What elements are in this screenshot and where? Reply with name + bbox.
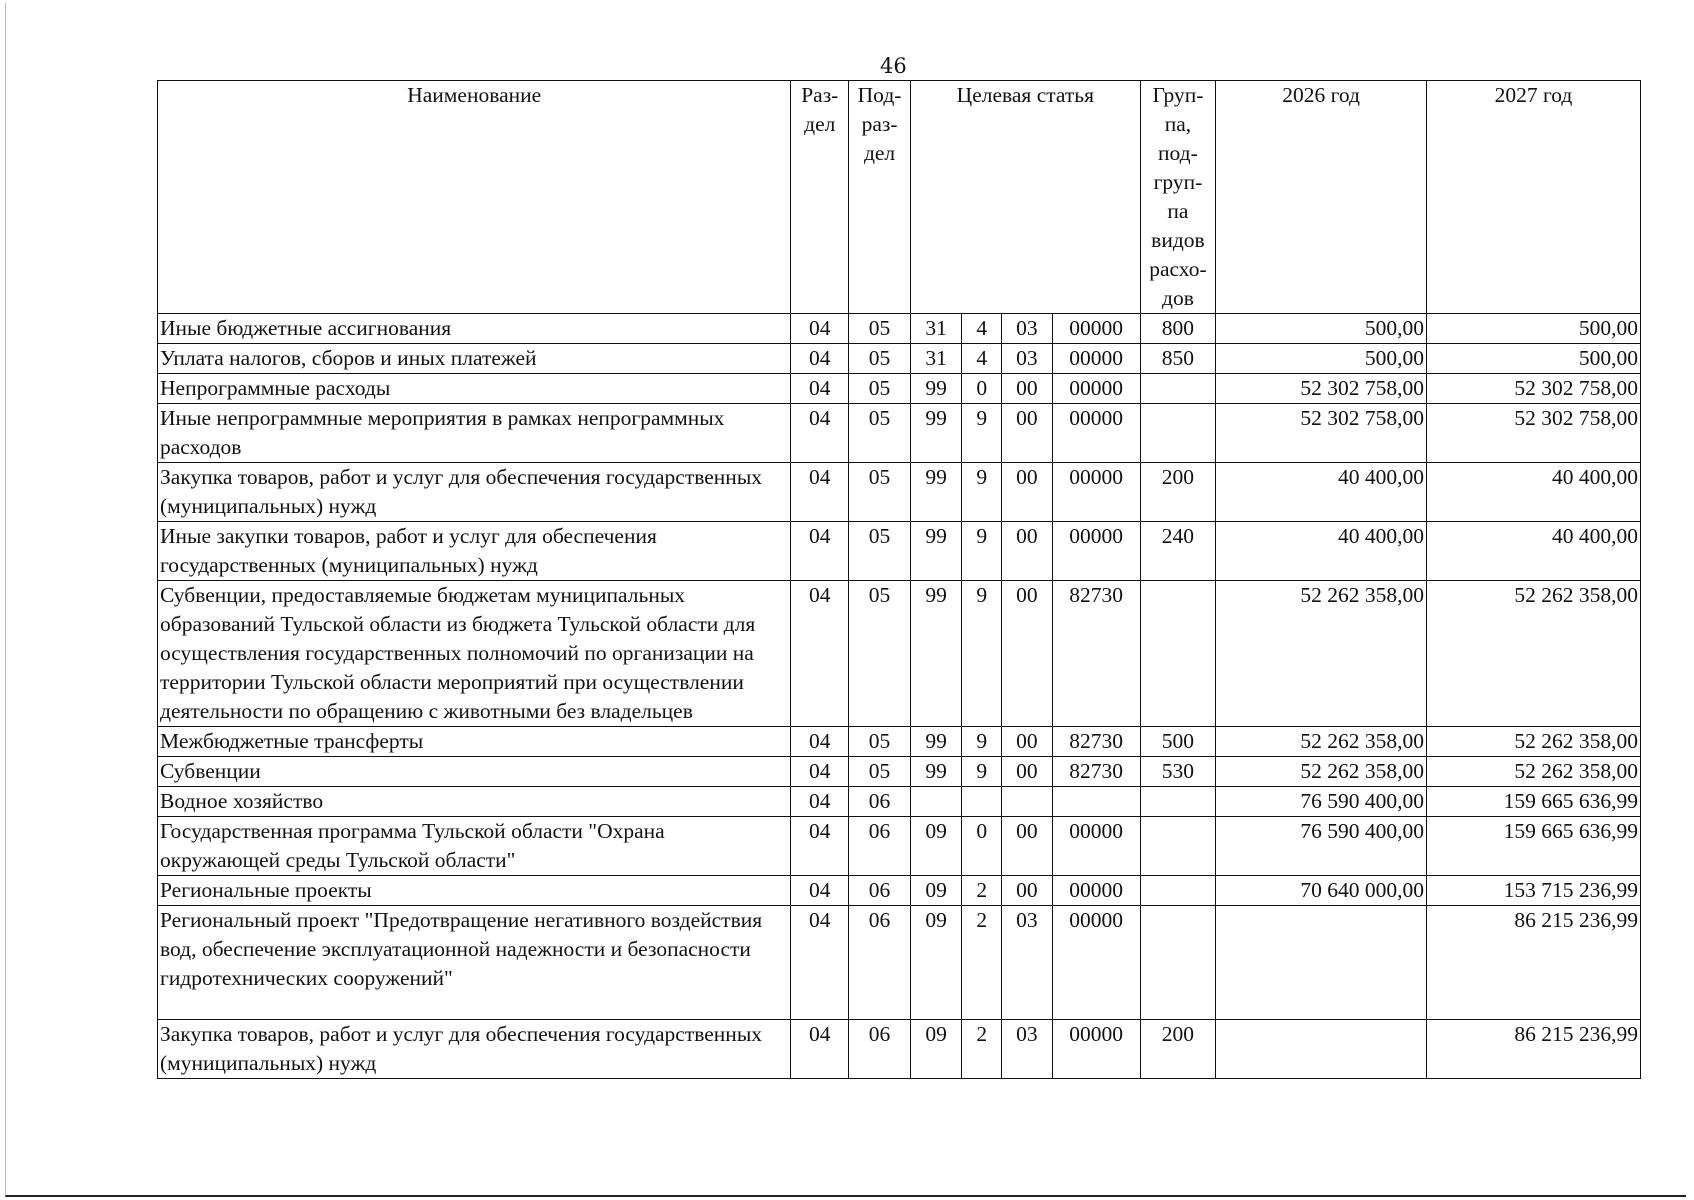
row-cs-type: 9	[962, 463, 1002, 522]
row-amount-2026	[1216, 906, 1427, 1020]
row-cs-program: 99	[910, 581, 961, 727]
row-cs-direction: 00000	[1052, 906, 1140, 1020]
row-razdel: 04	[791, 404, 849, 463]
row-podrazdel: 05	[849, 463, 911, 522]
header-line: па	[1167, 199, 1189, 223]
row-vid-rashodov: 200	[1140, 463, 1216, 522]
row-cs-item: 00	[1002, 463, 1052, 522]
row-name: Иные непрограммные мероприятия в рамках непрограммных расходов	[158, 404, 791, 463]
row-razdel: 04	[791, 344, 849, 374]
row-podrazdel: 06	[849, 787, 911, 817]
header-line: Раз-	[801, 83, 839, 107]
row-amount-2027: 52 262 358,00	[1426, 757, 1640, 787]
row-razdel: 04	[791, 522, 849, 581]
row-podrazdel: 05	[849, 404, 911, 463]
row-cs-type: 4	[962, 314, 1002, 344]
row-vid-rashodov	[1140, 404, 1216, 463]
row-razdel: 04	[791, 876, 849, 906]
row-name: Закупка товаров, работ и услуг для обеспечения государственных (муниципальных) нужд	[158, 463, 791, 522]
row-razdel: 04	[791, 1020, 849, 1079]
row-cs-type: 0	[962, 817, 1002, 876]
row-amount-2027: 40 400,00	[1426, 463, 1640, 522]
row-cs-item: 00	[1002, 581, 1052, 727]
table-row	[158, 1020, 1641, 1079]
row-amount-2027: 86 215 236,99	[1426, 906, 1640, 1020]
row-amount-2026: 40 400,00	[1216, 522, 1427, 581]
row-cs-program: 99	[910, 404, 961, 463]
row-amount-2026: 70 640 000,00	[1216, 876, 1427, 906]
row-cs-program: 09	[910, 906, 961, 1020]
row-cs-program: 09	[910, 817, 961, 876]
header-line: Груп-	[1152, 83, 1204, 107]
row-vid-rashodov: 500	[1140, 727, 1216, 757]
row-cs-item	[1002, 787, 1052, 817]
header-line: расхо-	[1149, 257, 1207, 281]
table-header-row	[158, 81, 1641, 314]
row-name: Государственная программа Тульской области "Охрана окружающей среды Тульской области"	[158, 817, 791, 876]
header-razdel	[791, 81, 849, 314]
row-razdel: 04	[791, 727, 849, 757]
header-celevaya-statya: Целевая статья	[910, 81, 1140, 314]
row-cs-direction: 82730	[1052, 581, 1140, 727]
row-cs-item: 03	[1002, 906, 1052, 1020]
row-amount-2026: 52 262 358,00	[1216, 727, 1427, 757]
row-cs-type: 9	[962, 757, 1002, 787]
row-cs-direction: 00000	[1052, 1020, 1140, 1079]
table-row	[158, 314, 1641, 344]
header-line: раз-	[861, 112, 898, 136]
row-amount-2026: 52 302 758,00	[1216, 374, 1427, 404]
row-name: Межбюджетные трансферты	[158, 727, 791, 757]
row-amount-2027: 500,00	[1426, 344, 1640, 374]
budget-table	[157, 80, 1641, 1079]
row-cs-program: 09	[910, 876, 961, 906]
row-podrazdel: 05	[849, 344, 911, 374]
row-cs-type: 9	[962, 581, 1002, 727]
row-podrazdel: 05	[849, 581, 911, 727]
row-amount-2027: 52 302 758,00	[1426, 404, 1640, 463]
row-cs-direction: 00000	[1052, 522, 1140, 581]
row-amount-2026: 52 262 358,00	[1216, 757, 1427, 787]
row-cs-type: 9	[962, 522, 1002, 581]
table-row	[158, 727, 1641, 757]
page-number: 46	[880, 54, 907, 78]
row-name: Региональные проекты	[158, 876, 791, 906]
row-cs-type	[962, 787, 1002, 817]
row-cs-type: 9	[962, 404, 1002, 463]
header-line: дел	[804, 112, 836, 136]
row-amount-2026: 52 262 358,00	[1216, 581, 1427, 727]
table-row	[158, 404, 1641, 463]
row-vid-rashodov	[1140, 787, 1216, 817]
row-vid-rashodov	[1140, 876, 1216, 906]
row-cs-item: 03	[1002, 1020, 1052, 1079]
row-amount-2027: 500,00	[1426, 314, 1640, 344]
row-amount-2027: 40 400,00	[1426, 522, 1640, 581]
row-cs-type: 9	[962, 727, 1002, 757]
row-name: Субвенции, предоставляемые бюджетам муниципальных образований Тульской области из бюджета Тульской области для осуществления государственных полномочий по организации на территории Тульской области мероприятий при осуществлении деятельности по обращению с животными без владельцев	[158, 581, 791, 727]
row-razdel: 04	[791, 906, 849, 1020]
row-razdel: 04	[791, 581, 849, 727]
header-gruppa-vidov-rashodov	[1140, 81, 1216, 314]
row-cs-item: 00	[1002, 374, 1052, 404]
row-razdel: 04	[791, 374, 849, 404]
header-line: дов	[1162, 286, 1194, 310]
header-line: видов	[1151, 228, 1205, 252]
table-row	[158, 463, 1641, 522]
row-cs-program: 99	[910, 757, 961, 787]
row-cs-item: 00	[1002, 727, 1052, 757]
row-amount-2026: 500,00	[1216, 314, 1427, 344]
row-amount-2027: 52 262 358,00	[1426, 581, 1640, 727]
row-razdel: 04	[791, 787, 849, 817]
row-cs-direction: 00000	[1052, 374, 1140, 404]
row-vid-rashodov: 850	[1140, 344, 1216, 374]
row-razdel: 04	[791, 314, 849, 344]
row-amount-2026: 52 302 758,00	[1216, 404, 1427, 463]
row-razdel: 04	[791, 817, 849, 876]
table-row	[158, 906, 1641, 1020]
row-cs-direction: 82730	[1052, 757, 1140, 787]
table-row	[158, 374, 1641, 404]
row-cs-type: 0	[962, 374, 1002, 404]
header-line: груп-	[1153, 170, 1203, 194]
row-name: Закупка товаров, работ и услуг для обеспечения государственных (муниципальных) нужд	[158, 1020, 791, 1079]
row-podrazdel: 06	[849, 817, 911, 876]
row-podrazdel: 06	[849, 876, 911, 906]
header-line: дел	[863, 141, 896, 165]
table-row	[158, 522, 1641, 581]
row-podrazdel: 06	[849, 1020, 911, 1079]
row-vid-rashodov	[1140, 581, 1216, 727]
row-cs-item: 00	[1002, 404, 1052, 463]
row-cs-program	[910, 787, 961, 817]
table-row	[158, 757, 1641, 787]
row-podrazdel: 05	[849, 757, 911, 787]
row-cs-direction: 00000	[1052, 817, 1140, 876]
row-cs-item: 00	[1002, 757, 1052, 787]
row-podrazdel: 05	[849, 522, 911, 581]
row-cs-item: 00	[1002, 522, 1052, 581]
row-cs-program: 31	[910, 344, 961, 374]
row-vid-rashodov	[1140, 817, 1216, 876]
row-podrazdel: 06	[849, 906, 911, 1020]
row-amount-2027: 153 715 236,99	[1426, 876, 1640, 906]
row-cs-direction: 00000	[1052, 314, 1140, 344]
row-cs-program: 31	[910, 314, 961, 344]
row-vid-rashodov	[1140, 374, 1216, 404]
row-cs-item: 03	[1002, 344, 1052, 374]
row-cs-type: 2	[962, 906, 1002, 1020]
row-cs-direction: 82730	[1052, 727, 1140, 757]
header-year-2026: 2026 год	[1216, 81, 1427, 314]
row-amount-2027: 52 262 358,00	[1426, 727, 1640, 757]
row-amount-2026: 76 590 400,00	[1216, 817, 1427, 876]
row-name: Водное хозяйство	[158, 787, 791, 817]
table-row	[158, 581, 1641, 727]
row-name: Субвенции	[158, 757, 791, 787]
row-razdel: 04	[791, 757, 849, 787]
row-name: Региональный проект "Предотвращение негативного воздействия вод, обеспечение эксплуатационной надежности и безопасности гидротехнических сооружений"	[158, 906, 791, 1020]
row-podrazdel: 05	[849, 727, 911, 757]
row-name: Иные бюджетные ассигнования	[158, 314, 791, 344]
row-cs-direction: 00000	[1052, 876, 1140, 906]
row-amount-2026: 76 590 400,00	[1216, 787, 1427, 817]
row-cs-item: 03	[1002, 314, 1052, 344]
row-cs-direction	[1052, 787, 1140, 817]
row-amount-2026: 40 400,00	[1216, 463, 1427, 522]
row-name: Уплата налогов, сборов и иных платежей	[158, 344, 791, 374]
row-vid-rashodov: 240	[1140, 522, 1216, 581]
row-cs-item: 00	[1002, 876, 1052, 906]
row-cs-type: 2	[962, 1020, 1002, 1079]
row-podrazdel: 05	[849, 374, 911, 404]
header-year-2027: 2027 год	[1426, 81, 1640, 314]
row-vid-rashodov: 530	[1140, 757, 1216, 787]
header-name: Наименование	[158, 81, 791, 314]
row-vid-rashodov: 800	[1140, 314, 1216, 344]
row-cs-item: 00	[1002, 817, 1052, 876]
table-row	[158, 787, 1641, 817]
row-amount-2026: 500,00	[1216, 344, 1427, 374]
row-amount-2027: 86 215 236,99	[1426, 1020, 1640, 1079]
header-podrazdel	[849, 81, 911, 314]
row-amount-2027: 159 665 636,99	[1426, 817, 1640, 876]
row-cs-program: 99	[910, 463, 961, 522]
row-cs-type: 2	[962, 876, 1002, 906]
header-line: па,	[1164, 112, 1192, 136]
row-cs-program: 99	[910, 727, 961, 757]
table-body	[158, 314, 1641, 1079]
row-cs-program: 99	[910, 374, 961, 404]
table-row	[158, 876, 1641, 906]
row-cs-direction: 00000	[1052, 463, 1140, 522]
table-row	[158, 817, 1641, 876]
row-cs-program: 99	[910, 522, 961, 581]
row-name: Иные закупки товаров, работ и услуг для обеспечения государственных (муниципальных) нужд	[158, 522, 791, 581]
row-vid-rashodov: 200	[1140, 1020, 1216, 1079]
header-line: под-	[1158, 141, 1198, 165]
table-row	[158, 344, 1641, 374]
row-name: Непрограммные расходы	[158, 374, 791, 404]
row-cs-direction: 00000	[1052, 344, 1140, 374]
row-cs-type: 4	[962, 344, 1002, 374]
row-cs-program: 09	[910, 1020, 961, 1079]
row-amount-2027: 52 302 758,00	[1426, 374, 1640, 404]
row-cs-direction: 00000	[1052, 404, 1140, 463]
row-amount-2027: 159 665 636,99	[1426, 787, 1640, 817]
row-vid-rashodov	[1140, 906, 1216, 1020]
row-podrazdel: 05	[849, 314, 911, 344]
row-razdel: 04	[791, 463, 849, 522]
header-line: Под-	[857, 83, 902, 107]
row-amount-2026	[1216, 1020, 1427, 1079]
